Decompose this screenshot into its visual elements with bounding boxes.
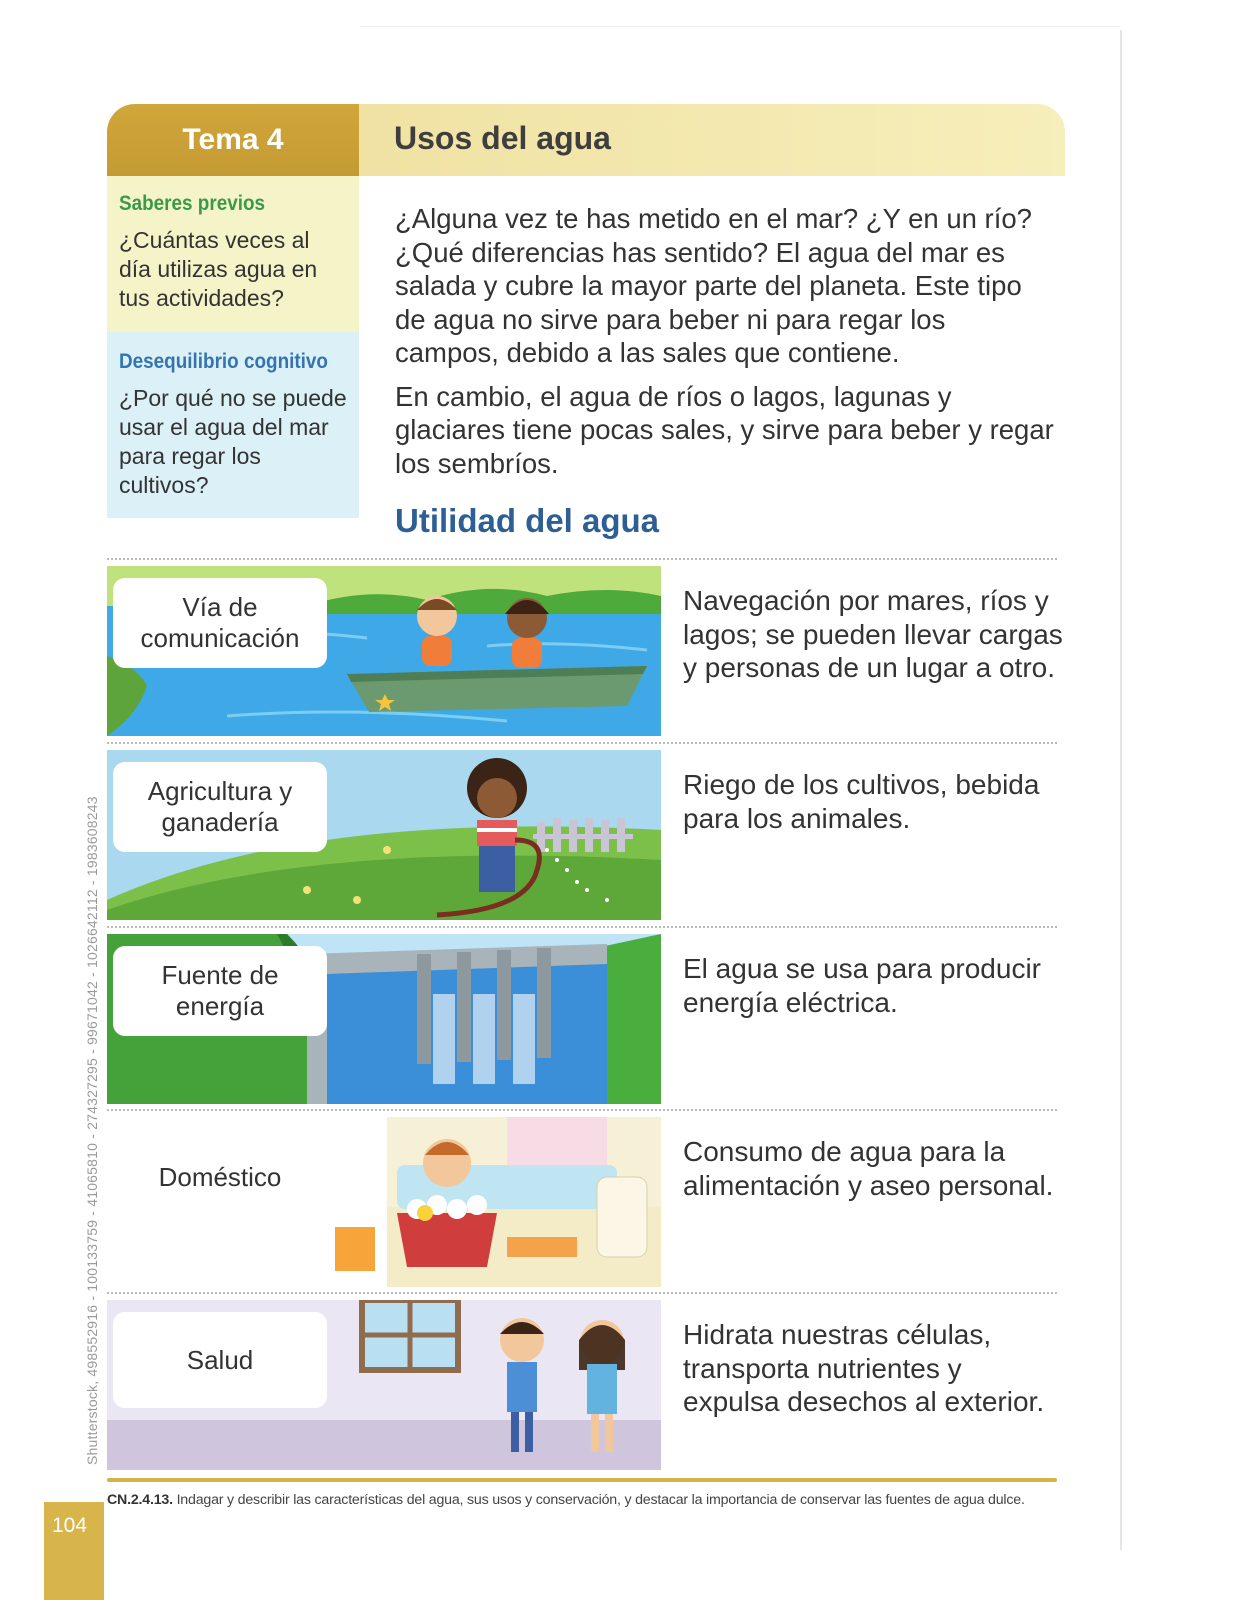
- page-number: 104: [44, 1502, 104, 1600]
- standard-text: Indagar y describir las características del agua, sus usos y conservación, y destacar la importancia de conservar las fuentes de agua dulce.: [172, 1492, 1025, 1508]
- section-subtitle: Utilidad del agua: [395, 502, 660, 539]
- usage-row-domestic: [107, 1117, 1057, 1287]
- dotted-divider: [107, 926, 1057, 928]
- usage-label-communication: Vía de comunicación: [113, 578, 327, 668]
- dotted-divider: [107, 742, 1057, 744]
- dotted-divider: [107, 558, 1057, 560]
- usage-desc-energy: El agua se usa para producir energía eléctrica.: [683, 953, 1041, 1018]
- saberes-previos-box: [107, 176, 359, 332]
- footer-rule: [107, 1478, 1057, 1482]
- topic-header: [107, 104, 1065, 176]
- intro-paragraph-1: ¿Alguna vez te has metido en el mar? ¿Y en un río? ¿Qué diferencias has sentido? El agua del mar es salada y cubre la mayor parte del planeta. Este tipo de agua no sirve para beber ni para regar los campos, debido a las sales que contiene.: [395, 203, 1032, 368]
- dotted-divider: [107, 1292, 1057, 1294]
- page-top-edge: [360, 26, 1120, 27]
- page-right-edge: [1120, 30, 1122, 1550]
- usage-desc-communication: Navegación por mares, ríos y lagos; se pueden llevar cargas y personas de un lugar a otro.: [683, 585, 1063, 683]
- image-credit: Shutterstock, 498552916 - 100133759 - 41065810 - 274327295 - 99671042 - 1026642112 - 1983608243: [84, 796, 100, 1465]
- intro-text: [395, 202, 1055, 490]
- usage-row-agriculture: [107, 750, 1057, 920]
- usage-row-communication: [107, 566, 1063, 736]
- usage-desc-health: Hidrata nuestras células, transporta nutrientes y expulsa desechos al exterior.: [683, 1319, 1045, 1417]
- dotted-divider: [107, 1109, 1057, 1111]
- intro-paragraph-2: En cambio, el agua de ríos o lagos, lagunas y glaciares tiene pocas sales, y sirve para beber y regar los sembríos.: [395, 380, 1054, 479]
- topic-title-bar: [359, 104, 1065, 176]
- standard-code: CN.2.4.13.: [107, 1492, 173, 1508]
- desequilibrio-cognitivo-text: ¿Por qué no se puede usar el agua del mar para regar los cultivos?: [119, 385, 347, 498]
- usage-desc-domestic: Consumo de agua para la alimentación y aseo personal.: [683, 1136, 1054, 1201]
- desequilibrio-cognitivo-box: [107, 332, 359, 518]
- usage-desc-agriculture: Riego de los cultivos, bebida para los animales.: [683, 769, 1040, 834]
- usage-row-health: [107, 1300, 1057, 1470]
- page-title: Usos del agua: [394, 120, 611, 156]
- saberes-previos-text: ¿Cuántas veces al día utilizas agua en tus actividades?: [119, 227, 318, 311]
- usage-label-agriculture: Agricultura y ganadería: [113, 762, 327, 852]
- usage-label-domestic: Doméstico: [113, 1129, 327, 1225]
- saberes-previos-title: Saberes previos: [119, 192, 266, 215]
- usage-label-energy: Fuente de energía: [113, 946, 327, 1036]
- topic-number: Tema 4: [107, 104, 359, 176]
- desequilibrio-cognitivo-title: Desequilibrio cognitivo: [119, 350, 328, 373]
- usage-row-energy: [107, 934, 1057, 1104]
- curriculum-standard: [107, 1492, 1067, 1508]
- usage-label-health: Salud: [113, 1312, 327, 1408]
